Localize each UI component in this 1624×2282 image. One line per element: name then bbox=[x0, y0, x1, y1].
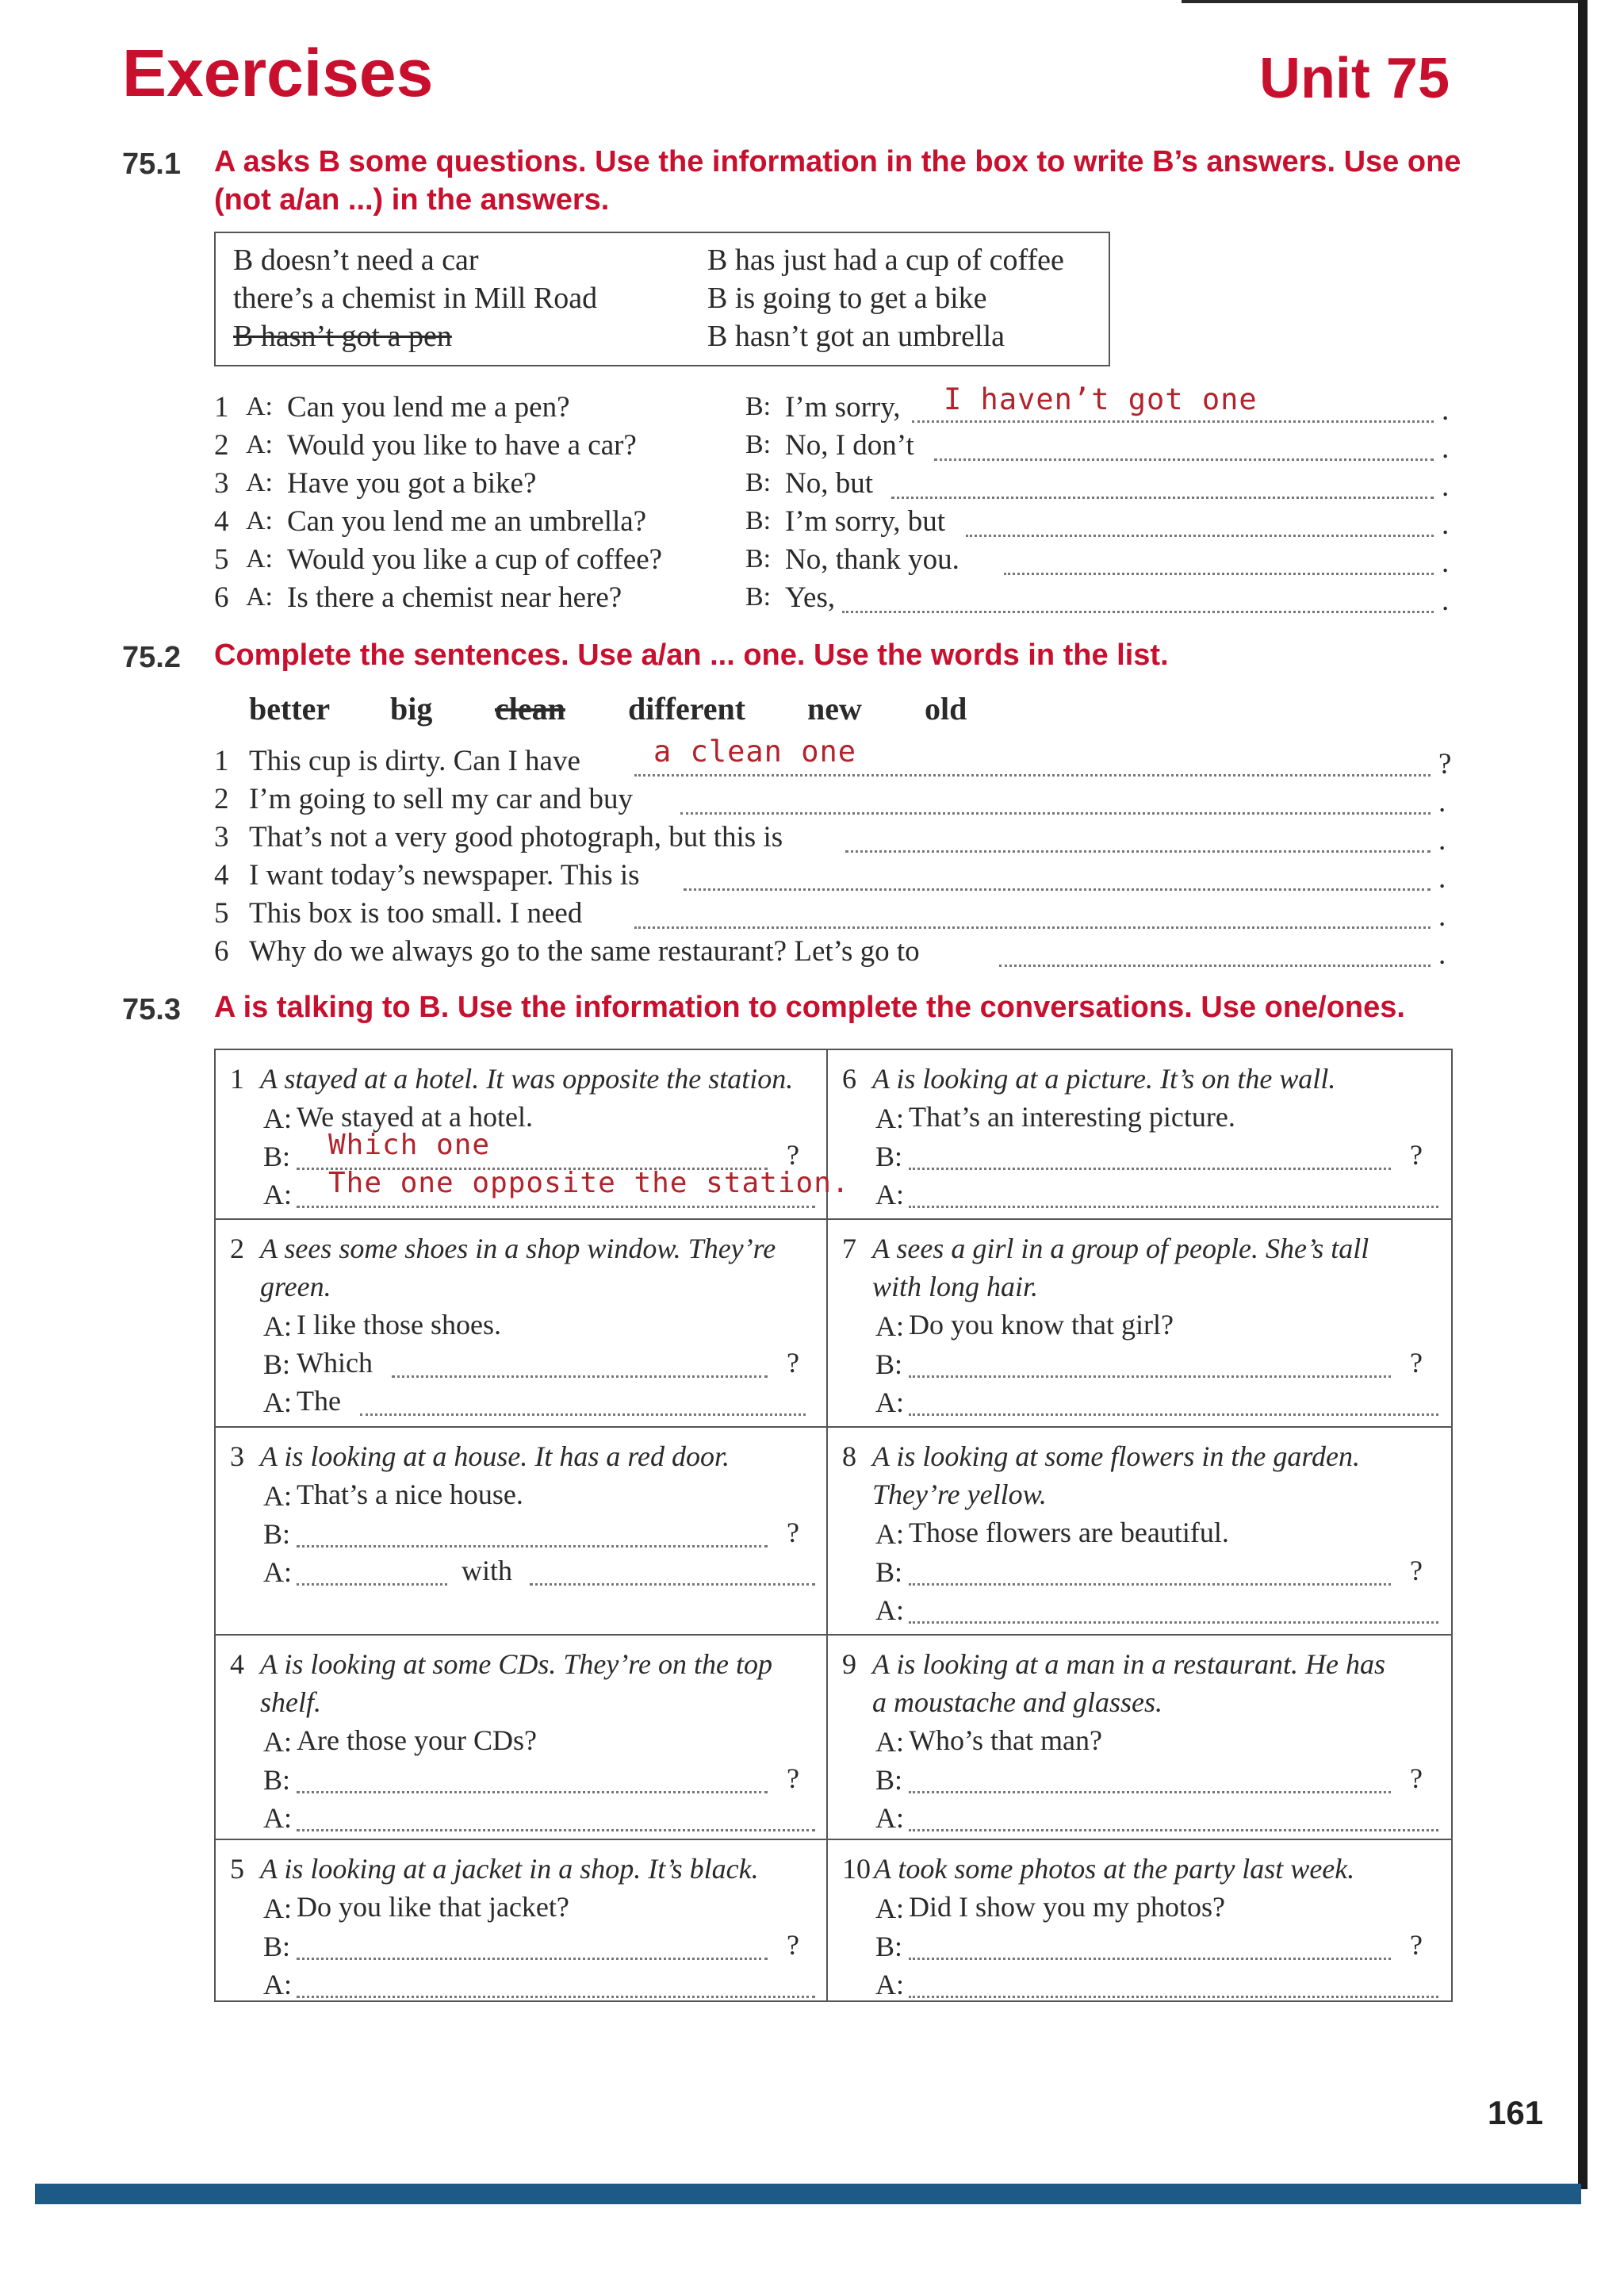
end-punctuation: . bbox=[1438, 938, 1446, 971]
question-mark: ? bbox=[1410, 1139, 1423, 1171]
sentence-text: This cup is dirty. Can I have bbox=[249, 745, 580, 777]
situation-text: with long hair. bbox=[872, 1271, 1039, 1302]
item-number: 8 bbox=[842, 1440, 856, 1472]
item-number: 3 bbox=[214, 821, 229, 853]
answer-line-b[interactable] bbox=[392, 1375, 768, 1378]
word-clean-crossed-out: clean bbox=[495, 691, 565, 727]
item-number: 5 bbox=[214, 543, 229, 576]
answer-line-b[interactable] bbox=[909, 1168, 1391, 1170]
answer-line[interactable] bbox=[891, 497, 1434, 499]
speech-text: Who’s that man? bbox=[909, 1724, 1102, 1756]
speaker-a-label: A: bbox=[875, 1103, 904, 1134]
question-mark: ? bbox=[1410, 1347, 1423, 1379]
handwritten-answer: I haven’t got one bbox=[944, 382, 1258, 416]
speaker-b-label: B: bbox=[875, 1141, 903, 1172]
word-big: big bbox=[390, 691, 433, 727]
word-better: better bbox=[249, 691, 331, 727]
conversation-cell bbox=[216, 1636, 828, 1840]
exercise-number: 75.3 bbox=[122, 993, 181, 1026]
speaker-a-label: A: bbox=[246, 430, 273, 459]
conversation-cell bbox=[828, 1050, 1451, 1220]
speech-text: We stayed at a hotel. bbox=[297, 1101, 533, 1133]
answer-prefix: I’m sorry, bbox=[785, 391, 901, 424]
speaker-b-label: B: bbox=[263, 1141, 291, 1172]
page-bottom-bar bbox=[35, 2184, 1581, 2204]
speech-text: Which bbox=[297, 1347, 373, 1379]
end-punctuation: . bbox=[1442, 585, 1450, 617]
word-different: different bbox=[628, 691, 746, 727]
question-mark: ? bbox=[787, 1762, 799, 1794]
exercise-number: 75.2 bbox=[122, 641, 181, 674]
info-item: B hasn’t got an umbrella bbox=[707, 320, 1005, 353]
situation-text: a moustache and glasses. bbox=[872, 1686, 1162, 1718]
speaker-b-label: B: bbox=[875, 1556, 903, 1588]
item-number: 2 bbox=[214, 783, 229, 815]
speaker-a-label: A: bbox=[875, 1179, 904, 1210]
item-number: 4 bbox=[214, 859, 229, 892]
item-number: 5 bbox=[214, 897, 229, 930]
answer-line[interactable] bbox=[912, 420, 1434, 423]
answer-line[interactable] bbox=[934, 458, 1434, 461]
answer-line-b[interactable] bbox=[909, 1375, 1391, 1378]
item-number: 5 bbox=[230, 1853, 244, 1885]
answer-line-b[interactable] bbox=[909, 1791, 1391, 1793]
end-punctuation: . bbox=[1438, 862, 1446, 895]
info-item: B is going to get a bike bbox=[707, 282, 987, 315]
speech-text: Are those your CDs? bbox=[297, 1724, 537, 1756]
word-new: new bbox=[807, 691, 862, 727]
question-mark: ? bbox=[1410, 1762, 1423, 1794]
speaker-b-label: B: bbox=[263, 1348, 291, 1380]
exercise-instruction: A is talking to B. Use the information to complete the conversations. Use one/ones. bbox=[214, 991, 1405, 1024]
speech-text: That’s an interesting picture. bbox=[909, 1101, 1235, 1133]
speaker-a-label: A: bbox=[875, 1726, 904, 1758]
situation-text: A sees some shoes in a shop window. They’re bbox=[260, 1233, 776, 1264]
item-number: 2 bbox=[214, 429, 229, 462]
end-punctuation: . bbox=[1442, 394, 1450, 427]
speaker-a-label: A: bbox=[263, 1480, 292, 1512]
answer-line-a[interactable] bbox=[297, 1829, 815, 1831]
situation-text: A sees a girl in a group of people. She’s tall bbox=[872, 1233, 1369, 1264]
answer-line-a[interactable] bbox=[909, 1206, 1438, 1208]
question-mark: ? bbox=[1410, 1929, 1423, 1961]
exercise-number: 75.1 bbox=[122, 148, 181, 181]
sentence-text: Why do we always go to the same restaurant? Let’s go to bbox=[249, 935, 920, 968]
sentence-text: This box is too small. I need bbox=[249, 897, 583, 930]
speaker-a-label: A: bbox=[875, 1518, 904, 1550]
exercise-instruction: Complete the sentences. Use a/an ... one. Use the words in the list. bbox=[214, 639, 1169, 672]
speaker-a-label: A: bbox=[875, 1969, 904, 2000]
speaker-a-label: A: bbox=[875, 1386, 904, 1418]
speaker-b-label: B: bbox=[263, 1931, 291, 1962]
sentence-text: That’s not a very good photograph, but this is bbox=[249, 821, 783, 853]
info-column-right bbox=[707, 241, 1064, 355]
info-item: B doesn’t need a car bbox=[233, 244, 479, 277]
handwritten-answer: Which one bbox=[328, 1129, 491, 1161]
question-text: Can you lend me an umbrella? bbox=[287, 505, 647, 538]
page-top-edge bbox=[1182, 0, 1578, 3]
speaker-b-label: B: bbox=[875, 1764, 903, 1796]
page-number: 161 bbox=[1488, 2094, 1544, 2131]
speaker-a-label: A: bbox=[263, 1893, 292, 1924]
answer-line[interactable] bbox=[1004, 573, 1434, 575]
speaker-b-label: B: bbox=[745, 544, 772, 573]
speech-text: The bbox=[297, 1385, 341, 1417]
question-mark: ? bbox=[787, 1517, 799, 1548]
speaker-a-label: A: bbox=[263, 1802, 292, 1834]
speaker-a-label: A: bbox=[875, 1594, 904, 1626]
end-punctuation: . bbox=[1442, 470, 1450, 503]
answer-line[interactable] bbox=[999, 965, 1431, 967]
answer-prefix: No, but bbox=[785, 467, 873, 500]
item-number: 9 bbox=[842, 1648, 856, 1680]
end-punctuation: ? bbox=[1438, 748, 1452, 780]
info-item-crossed-out: B hasn’t got a pen bbox=[233, 320, 452, 353]
answer-line-b[interactable] bbox=[909, 1583, 1391, 1586]
speaker-a-label: A: bbox=[263, 1726, 292, 1758]
question-text: Is there a chemist near here? bbox=[287, 581, 622, 614]
situation-text: A took some photos at the party last week. bbox=[874, 1853, 1355, 1885]
question-mark: ? bbox=[787, 1347, 799, 1379]
situation-text: A is looking at a man in a restaurant. He has bbox=[872, 1648, 1385, 1680]
speaker-a-label: A: bbox=[246, 544, 273, 573]
speaker-b-label: B: bbox=[745, 582, 772, 612]
answer-prefix: No, I don’t bbox=[785, 429, 914, 462]
answer-line-a[interactable] bbox=[909, 1829, 1438, 1831]
question-text: Can you lend me a pen? bbox=[287, 391, 570, 424]
answer-line[interactable] bbox=[845, 850, 1431, 853]
speech-text: Do you like that jacket? bbox=[297, 1891, 569, 1923]
item-number: 6 bbox=[214, 581, 229, 614]
information-box bbox=[214, 232, 1110, 366]
question-mark: ? bbox=[787, 1139, 799, 1171]
handwritten-answer: The one opposite the station. bbox=[328, 1167, 850, 1199]
page-right-edge bbox=[1578, 0, 1588, 2189]
conversation-cell bbox=[828, 1636, 1451, 1840]
situation-text: A is looking at some flowers in the garden. bbox=[872, 1440, 1360, 1472]
answer-line-a[interactable] bbox=[909, 1621, 1438, 1624]
conversation-cell bbox=[828, 1220, 1451, 1428]
speaker-a-label: A: bbox=[246, 582, 273, 612]
speech-text: with bbox=[462, 1555, 513, 1586]
item-number: 4 bbox=[214, 505, 229, 538]
answer-line-a[interactable] bbox=[297, 1583, 447, 1586]
speaker-a-label: A: bbox=[875, 1893, 904, 1924]
answer-line-a[interactable] bbox=[297, 1206, 815, 1208]
question-text: Would you like a cup of coffee? bbox=[287, 543, 663, 576]
question-mark: ? bbox=[787, 1929, 799, 1961]
speaker-b-label: B: bbox=[745, 468, 772, 497]
speaker-b-label: B: bbox=[745, 506, 772, 535]
speaker-a-label: A: bbox=[263, 1179, 292, 1210]
question-text: Have you got a bike? bbox=[287, 467, 537, 500]
item-number: 1 bbox=[230, 1063, 244, 1095]
end-punctuation: . bbox=[1442, 547, 1450, 579]
speaker-b-label: B: bbox=[875, 1931, 903, 1962]
instruction-line: A asks B some questions. Use the information in the box to write B’s answers. Use one bbox=[214, 145, 1461, 178]
situation-text: They’re yellow. bbox=[872, 1479, 1047, 1510]
item-number: 6 bbox=[214, 935, 229, 968]
answer-line-a[interactable] bbox=[909, 1413, 1438, 1416]
item-number: 1 bbox=[214, 745, 229, 777]
speaker-a-label: A: bbox=[246, 468, 273, 497]
speaker-a-label: A: bbox=[263, 1103, 292, 1134]
speech-text: Did I show you my photos? bbox=[909, 1891, 1225, 1923]
speaker-b-label: B: bbox=[875, 1348, 903, 1380]
sentence-text: I’m going to sell my car and buy bbox=[249, 783, 633, 815]
question-text: Would you like to have a car? bbox=[287, 429, 637, 462]
situation-text: A is looking at a picture. It’s on the wall. bbox=[872, 1063, 1336, 1095]
situation-text: shelf. bbox=[260, 1686, 321, 1718]
speech-text: That’s a nice house. bbox=[297, 1479, 523, 1510]
conversation-grid bbox=[214, 1049, 1453, 2002]
end-punctuation: . bbox=[1442, 432, 1450, 465]
speech-text: Those flowers are beautiful. bbox=[909, 1517, 1229, 1548]
speech-text: Do you know that girl? bbox=[909, 1309, 1174, 1340]
answer-line[interactable] bbox=[634, 926, 1431, 929]
speaker-a-label: A: bbox=[875, 1802, 904, 1834]
item-number: 10 bbox=[842, 1853, 871, 1885]
end-punctuation: . bbox=[1442, 508, 1450, 541]
end-punctuation: . bbox=[1438, 824, 1446, 857]
conversation-cell bbox=[216, 1428, 828, 1636]
conversation-cell bbox=[828, 1840, 1451, 2000]
sentence-text: I want today’s newspaper. This is bbox=[249, 859, 640, 892]
conversation-cell bbox=[216, 1220, 828, 1428]
situation-text: A is looking at a house. It has a red door. bbox=[260, 1440, 730, 1472]
word-old: old bbox=[925, 691, 967, 727]
answer-prefix: Yes, bbox=[785, 581, 836, 614]
answer-line[interactable] bbox=[684, 888, 1431, 891]
answer-line-b[interactable] bbox=[909, 1958, 1391, 1960]
answer-line-a[interactable] bbox=[360, 1413, 806, 1416]
situation-text: A is looking at some CDs. They’re on the top bbox=[260, 1648, 772, 1680]
speaker-a-label: A: bbox=[246, 506, 273, 535]
situation-text: A is looking at a jacket in a shop. It’s black. bbox=[260, 1853, 759, 1885]
conversation-cell bbox=[216, 1050, 850, 1220]
conversation-cell bbox=[828, 1428, 1451, 1636]
speaker-a-label: A: bbox=[875, 1310, 904, 1342]
item-number: 2 bbox=[230, 1233, 244, 1264]
item-number: 1 bbox=[214, 391, 229, 424]
item-number: 6 bbox=[842, 1063, 856, 1095]
answer-line-a[interactable] bbox=[297, 1996, 815, 1998]
speaker-b-label: B: bbox=[263, 1518, 291, 1550]
answer-line-a[interactable] bbox=[530, 1583, 815, 1586]
item-number: 7 bbox=[842, 1233, 856, 1264]
answer-line-b[interactable] bbox=[297, 1791, 768, 1793]
answer-line-b[interactable] bbox=[297, 1958, 768, 1960]
info-item: there’s a chemist in Mill Road bbox=[233, 282, 598, 315]
info-column-left bbox=[233, 241, 597, 355]
question-mark: ? bbox=[1410, 1555, 1423, 1586]
speaker-b-label: B: bbox=[745, 430, 772, 459]
speech-text: I like those shoes. bbox=[297, 1309, 501, 1340]
instruction-line: (not a/an ...) in the answers. bbox=[214, 183, 610, 217]
speaker-b-label: B: bbox=[263, 1764, 291, 1796]
unit-label: Unit 75 bbox=[1258, 47, 1450, 110]
handwritten-answer: a clean one bbox=[653, 734, 857, 769]
answer-line[interactable] bbox=[634, 774, 1431, 777]
answer-line[interactable] bbox=[966, 535, 1434, 537]
situation-text: A stayed at a hotel. It was opposite the station. bbox=[260, 1063, 794, 1095]
conversation-cell bbox=[216, 1840, 828, 2000]
item-number: 3 bbox=[230, 1440, 244, 1472]
speaker-a-label: A: bbox=[263, 1969, 292, 2000]
answer-line-a[interactable] bbox=[909, 1996, 1438, 1998]
answer-line[interactable] bbox=[680, 812, 1431, 815]
answer-line-b[interactable] bbox=[297, 1545, 768, 1548]
end-punctuation: . bbox=[1438, 900, 1446, 933]
exercise-instruction bbox=[214, 143, 1461, 219]
page-title: Exercises bbox=[122, 36, 434, 110]
situation-text: green. bbox=[260, 1271, 331, 1302]
speaker-b-label: B: bbox=[745, 392, 772, 421]
speaker-a-label: A: bbox=[246, 392, 273, 421]
speaker-a-label: A: bbox=[263, 1556, 292, 1588]
item-number: 3 bbox=[214, 467, 229, 500]
speaker-a-label: A: bbox=[263, 1310, 292, 1342]
speaker-a-label: A: bbox=[263, 1386, 292, 1418]
end-punctuation: . bbox=[1438, 786, 1446, 819]
answer-prefix: I’m sorry, but bbox=[785, 505, 946, 538]
answer-line[interactable] bbox=[842, 611, 1434, 613]
item-number: 4 bbox=[230, 1648, 244, 1680]
info-item: B has just had a cup of coffee bbox=[707, 244, 1064, 277]
answer-prefix: No, thank you. bbox=[785, 543, 959, 576]
